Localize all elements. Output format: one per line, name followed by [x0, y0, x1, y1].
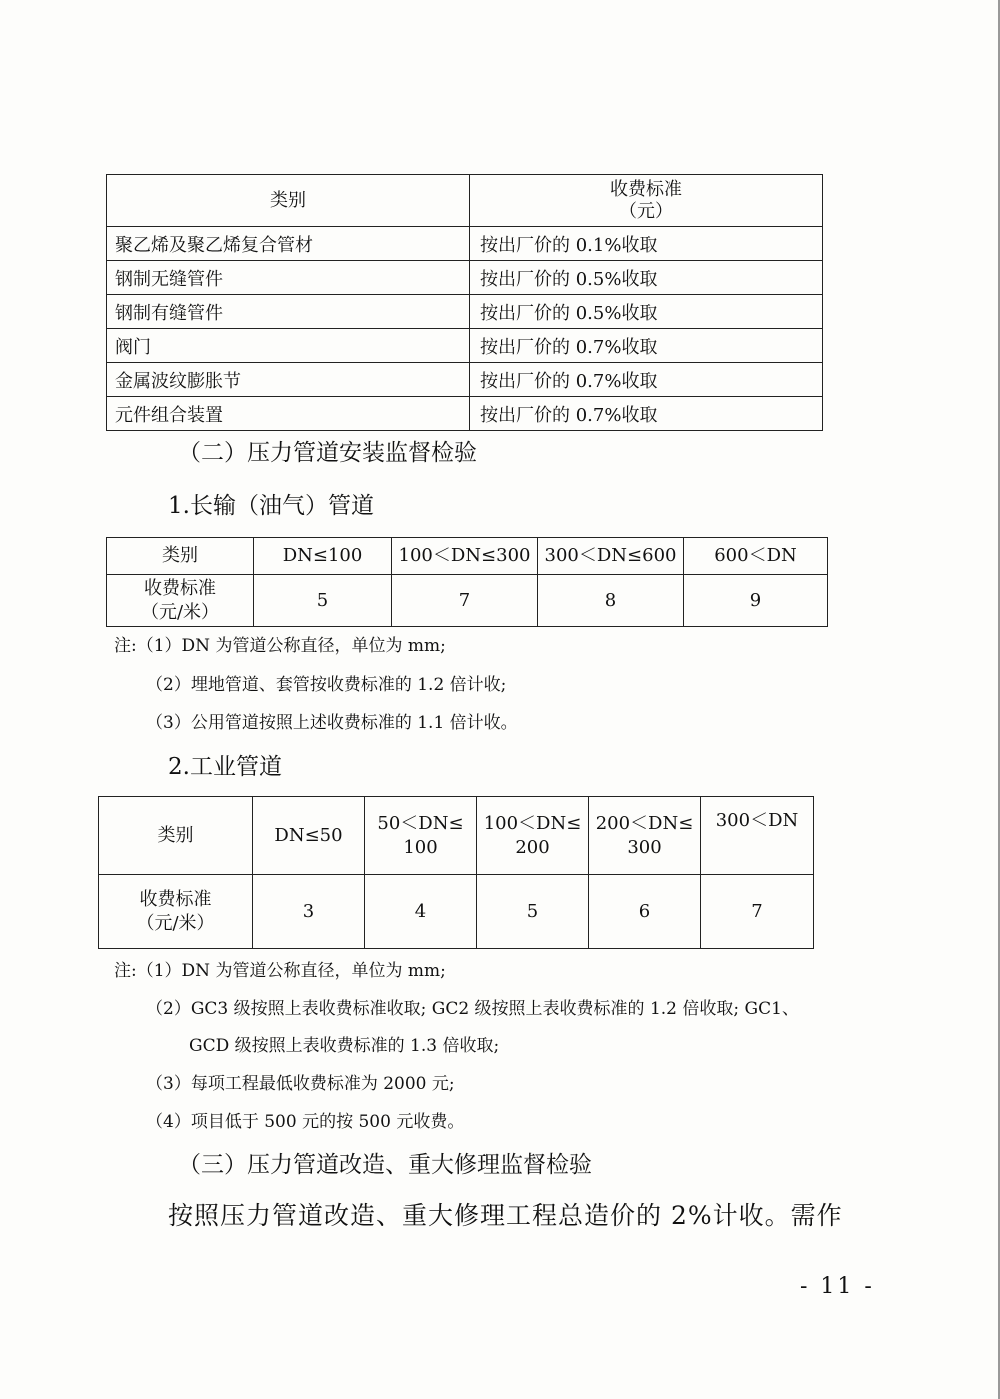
note-line: （3）每项工程最低收费标准为 2000 元; — [146, 1074, 455, 1094]
table-row — [107, 261, 823, 295]
note-line: （2）GC3 级按照上表收费标准收取; GC2 级按照上表收费标准的 1.2 倍收取; GC1、 — [146, 999, 799, 1019]
fee-value: 5 — [254, 575, 392, 627]
row-fee: 按出厂价的 0.1%收取 — [470, 227, 823, 261]
row-category: 钢制有缝管件 — [107, 295, 470, 329]
table-row — [107, 227, 823, 261]
row-fee: 按出厂价的 0.7%收取 — [470, 363, 823, 397]
subsection-2-heading: 2.工业管道 — [168, 754, 282, 780]
header-category: 类别 — [107, 538, 254, 575]
row-category: 阀门 — [107, 329, 470, 363]
column-header: 600＜DN — [684, 538, 828, 575]
fee-label — [99, 875, 253, 949]
column-header: 300＜DN≤600 — [538, 538, 684, 575]
column-header-line1: 50＜DN≤ — [377, 812, 464, 834]
column-header — [477, 797, 589, 875]
column-header-line1: 300＜DN — [715, 810, 799, 831]
section-2-heading: （二）压力管道安装监督检验 — [178, 440, 477, 466]
row-fee: 按出厂价的 0.7%收取 — [470, 397, 823, 431]
row-fee: 按出厂价的 0.5%收取 — [470, 295, 823, 329]
fee-label-line2: （元/米） — [140, 601, 220, 623]
column-header — [253, 797, 365, 875]
column-header-line2: 300 — [627, 836, 662, 858]
table-row — [107, 329, 823, 363]
fee-value: 5 — [477, 875, 589, 949]
subsection-1-heading: 1.长输（油气）管道 — [168, 493, 374, 519]
table-row — [107, 397, 823, 431]
column-header-line1: 100＜DN≤ — [483, 812, 582, 834]
fee-table-components — [106, 174, 823, 431]
table-row — [99, 875, 814, 949]
note-line: （4）项目低于 500 元的按 500 元收费。 — [146, 1112, 465, 1132]
fee-value: 6 — [589, 875, 701, 949]
row-category: 钢制无缝管件 — [107, 261, 470, 295]
column-header: DN≤100 — [254, 538, 392, 575]
page-number: - 11 - — [800, 1274, 875, 1299]
column-header — [365, 797, 477, 875]
header-fee — [470, 175, 823, 227]
header-fee-line2: （元） — [619, 200, 673, 222]
note-line: （3）公用管道按照上述收费标准的 1.1 倍计收。 — [146, 713, 518, 733]
section-3-heading: （三）压力管道改造、重大修理监督检验 — [178, 1152, 592, 1178]
note-line: （2）埋地管道、套管按收费标准的 1.2 倍计收; — [146, 675, 507, 695]
table-row — [107, 575, 828, 627]
column-header-line2: 200 — [515, 836, 550, 858]
row-fee: 按出厂价的 0.7%收取 — [470, 329, 823, 363]
column-header-line2: 100 — [403, 836, 438, 858]
fee-label-line1: 收费标准 — [139, 888, 212, 910]
note-line: GCD 级按照上表收费标准的 1.3 倍收取; — [189, 1036, 500, 1056]
fee-value: 3 — [253, 875, 365, 949]
fee-label-line2: （元/米） — [136, 912, 215, 934]
table-row — [107, 295, 823, 329]
fee-table-long-distance-pipeline — [106, 537, 828, 627]
note-line: 注:（1）DN 为管道公称直径，单位为 mm; — [114, 636, 446, 656]
row-fee: 按出厂价的 0.5%收取 — [470, 261, 823, 295]
note-line: 注:（1）DN 为管道公称直径，单位为 mm; — [114, 961, 446, 981]
fee-value: 9 — [684, 575, 828, 627]
column-header — [701, 797, 814, 875]
fee-table-industrial-pipeline — [98, 796, 814, 949]
body-paragraph: 按照压力管道改造、重大修理工程总造价的 2%计收。需作 — [168, 1201, 843, 1230]
fee-label — [107, 575, 254, 627]
fee-label-line1: 收费标准 — [144, 577, 216, 599]
table-row — [107, 363, 823, 397]
column-header: 100＜DN≤300 — [392, 538, 538, 575]
column-header-line1: DN≤50 — [274, 824, 343, 846]
header-category: 类别 — [107, 175, 470, 227]
header-category: 类别 — [99, 797, 253, 875]
row-category: 聚乙烯及聚乙烯复合管材 — [107, 227, 470, 261]
fee-value: 7 — [701, 875, 814, 949]
fee-value: 4 — [365, 875, 477, 949]
fee-value: 7 — [392, 575, 538, 627]
header-fee-line1: 收费标准 — [610, 178, 682, 200]
row-category: 元件组合装置 — [107, 397, 470, 431]
fee-value: 8 — [538, 575, 684, 627]
row-category: 金属波纹膨胀节 — [107, 363, 470, 397]
column-header-line1: 200＜DN≤ — [595, 812, 694, 834]
column-header — [589, 797, 701, 875]
